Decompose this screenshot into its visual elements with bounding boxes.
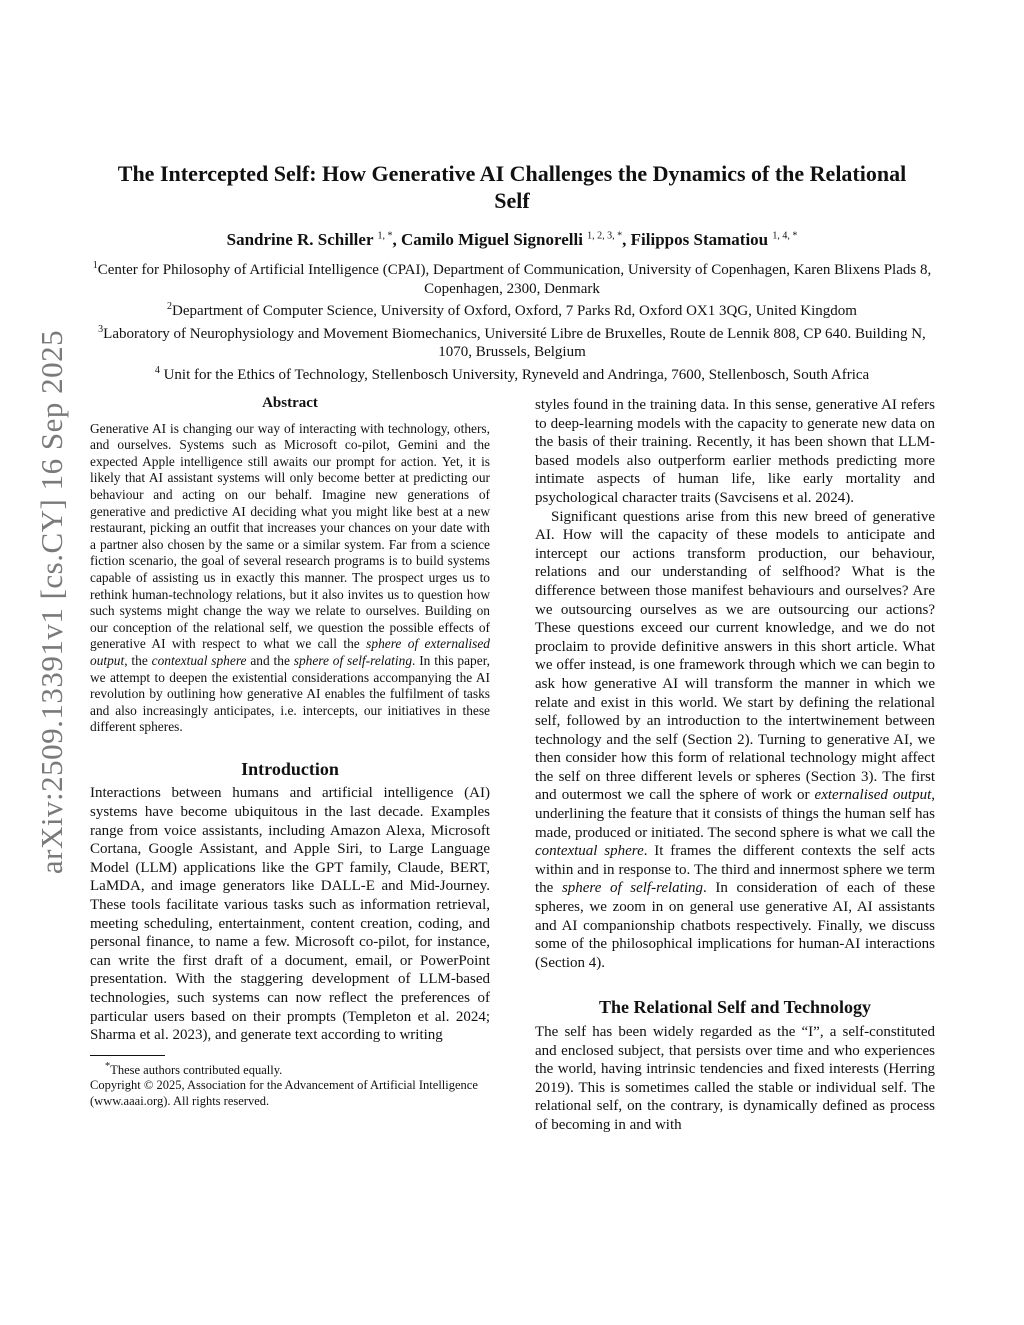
author-affiliation-mark: 1, * [377, 230, 393, 242]
relational-self-heading: The Relational Self and Technology [598, 997, 872, 1018]
footnote-divider [90, 1055, 165, 1056]
author-name: Sandrine R. Schiller [226, 230, 374, 249]
body-paragraph: styles found in the training data. In this sense, generative AI refers to deep-learning models with the capacity to generate new data on the basis of their training. Recently, it has been shown that LLM-based models also outperform earlier methods predicting more intimate aspects of human life, like early mortality and psychological character traits (Savcisens et al. 2024). [535, 397, 935, 506]
author-list [80, 230, 944, 250]
author-affiliation-mark: 1, 4, * [772, 230, 798, 242]
paper-title: The Intercepted Self: How Generative AI Challenges the Dynamics of the Relational Self [117, 161, 907, 213]
author-separator: , [392, 230, 401, 249]
arxiv-identifier: arXiv:2509.13391v1 [cs.CY] 16 Sep 2025 [34, 329, 69, 875]
abstract-heading: Abstract [262, 395, 318, 411]
copyright-notice: Copyright © 2025, Association for the Advancement of Artificial Intelligence (www.aaai.org). All rights reserved. [90, 1078, 478, 1108]
introduction-heading: Introduction [241, 758, 339, 779]
affiliation: $^3$Laboratory of Neurophysiology and Movement Biomechanics, Université Libre de Bruxelles, Route de Lennik 808, CP 640. Building N, 1070, Brussels, Belgium [98, 323, 926, 360]
left-column [90, 394, 490, 1109]
affiliation: $^2$Department of Computer Science, University of Oxford, Oxford, 7 Parks Rd, Oxford OX1 3QG, United Kingdom [167, 301, 857, 319]
affiliation: $^1$Center for Philosophy of Artificial Intelligence (CPAI), Department of Communication, University of Copenhagen, Karen Blixens Plads 8, Copenhagen, 2300, Denmark [92, 260, 932, 297]
affiliation-list [88, 257, 936, 384]
author-separator: , [622, 230, 631, 249]
introduction-paragraph: Interactions between humans and artificial intelligence (AI) systems have become ubiquitous in the last decade. Examples range from voice assistants, including Amazon Alexa, Microsoft Cortana, Google Assistant, and Apple Siri, to Large Language Model (LLM) applications like the GPT family, Claude, BERT, LaMDA, and image generators like DALL-E and Mid-Journey. These tools facilitate various tasks such as information retrieval, meeting scheduling, entertainment, content creation, coding, and personal finance, to name a few. Microsoft co-pilot, for instance, can write the first draft of a document, email, or PowerPoint presentation. With the staggering development of LLM-based technologies, such systems can now reflect the preferences of particular users based on their prompts (Templeton et al. 2024; Sharma et al. 2023), and generate text according to writing [90, 785, 490, 1044]
author-name: Camilo Miguel Signorelli [400, 230, 583, 249]
author-name: Filippos Stamatiou [630, 230, 769, 249]
right-column [535, 396, 935, 1135]
affiliation: $^4$ Unit for the Ethics of Technology, Stellenbosch University, Ryneveld and Andringa, 7600, Stellenbosch, South Africa [154, 364, 870, 383]
equal-contribution-footnote: *These authors contributed equally. [105, 1060, 283, 1077]
author-affiliation-mark: 1, 2, 3, * [587, 230, 623, 242]
body-paragraph: The self has been widely regarded as the “I”, a self-constituted and enclosed subject, that persists over time and who experiences the world, having intrinsic tendencies and fixed interests (Herring 2019). This is sometimes called the stable or individual self. The relational self, on the contrary, is dynamically defined as process of becoming in and with [535, 1024, 935, 1133]
body-paragraph: Significant questions arise from this new breed of generative AI. How will the capacity of these models to anticipate and intercept our actions transform production, our behaviour, relations and our understanding of selfhood? What is the difference between those manifest behaviours and ourselves? Are we outsourcing ourselves as we are outsourcing our actions? These questions exceed our current knowledge, and we do not proclaim to provide definitive answers in this short article. What we offer instead, is one framework through which we can begin to ask how generative AI will transform the manner in which we relate and exist in this world. We start by defining the relational self, followed by an introduction to the intertwinement between technology and the self (Section 2). Turning to generative AI, we then consider how this form of relational technology might affect the self on three different levels or spheres (Section 3). The first and outermost we call the sphere of work or externalised output, underlining the feature that it consists of things the human self has made, produced or initiated. The second sphere is what we call the contextual sphere. It frames the different contexts the self acts within and in response to. The third and innermost sphere we term the sphere of self-relating. In consideration of each of these spheres, we zoom in on general use generative AI, AI assistants and AI companionship chatbots respectively. Finally, we discuss some of the philosophical implications for human-AI interactions (Section 4). [535, 508, 936, 971]
abstract-text: Generative AI is changing our way of interacting with technology, others, and ourselves. Systems such as Microsoft co-pilot, Gemini and the expected Apple intelligence still awaits our prompt for action. Yet, it is likely that AI assistant systems will only become better at predicting our behaviour and acting on our behalf. Imagine new generations of generative and predictive AI deciding what you might like best at a new restaurant, picking an outfit that increases your chances on your date with a partner also chosen by the same or a similar system. Far from a science fiction scenario, the goal of several research programs is to build systems capable of assisting us in exactly this manner. The prospect urges us to rethink human-technology relations, but it also invites us to question how such systems might change the way we relate to ourselves. Building on our conception of the relational self, we question the possible effects of generative AI with respect to what we call the sphere of externalised output, the contextual sphere and the sphere of self-relating. In this paper, we attempt to deepen the existential considerations accompanying the AI revolution by outlining how generative AI enables the fulfilment of tasks and also increasingly anticipates, i.e. intercepts, our initiatives in these different spheres. [90, 420, 491, 735]
